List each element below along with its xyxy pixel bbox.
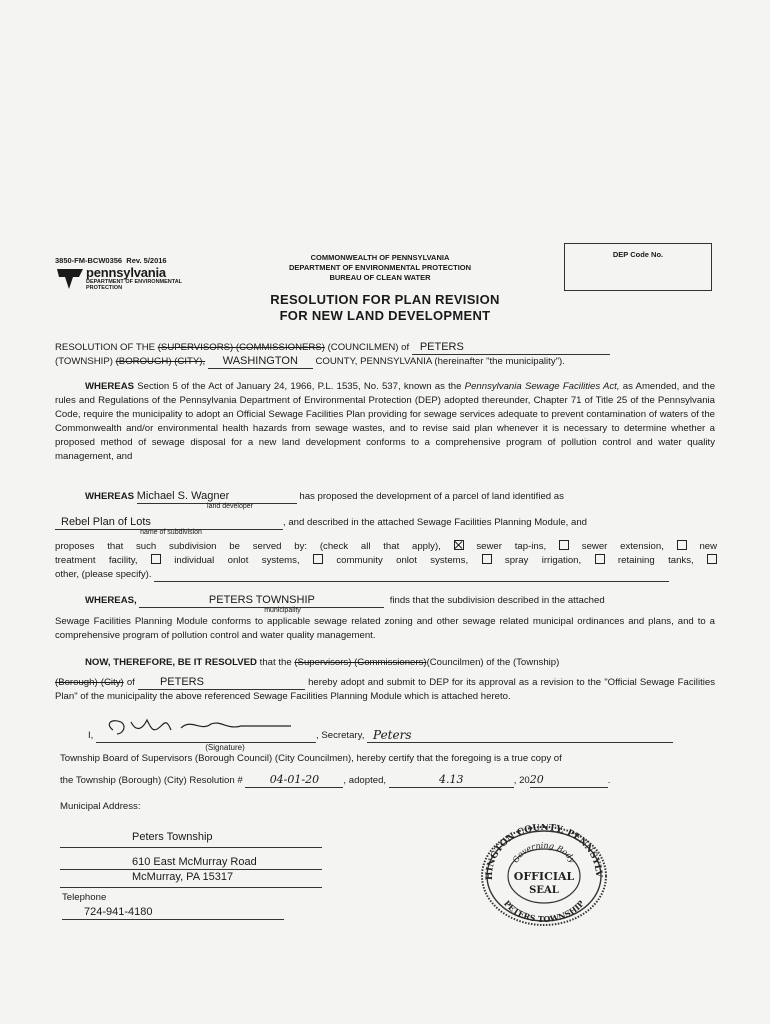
spray-irrigation-checkbox[interactable] <box>482 554 492 564</box>
new-treatment-checkbox[interactable] <box>677 540 687 550</box>
signature-caption: (Signature) <box>205 743 245 752</box>
dep-code-label: DEP Code No. <box>612 250 664 259</box>
address-street[interactable]: 610 East McMurray Road <box>60 856 322 870</box>
individual-onlot-checkbox[interactable] <box>151 554 161 564</box>
keystone-icon <box>55 267 85 291</box>
signature-field[interactable] <box>96 726 316 743</box>
subdivision-caption: name of subdivision <box>140 529 202 536</box>
municipality-caption: municipality <box>264 607 301 614</box>
county-field[interactable]: WASHINGTON <box>208 354 313 369</box>
resolution-number-field[interactable]: 04-01-20 <box>245 773 343 788</box>
whereas-3-paragraph: Sewage Facilities Planning Module conforms to applicable sewage related zoning and other sewage related municipal ordinances and plans, and to a comprehensive program of pollution control and water quality management. <box>55 616 715 641</box>
whereas-2-line-1: WHEREAS Michael S. Wagner has proposed the development of a parcel of land identified as <box>85 490 564 502</box>
page-title: RESOLUTION FOR PLAN REVISION FOR NEW LAND DEVELOPMENT <box>270 292 500 323</box>
intro-line-1: RESOLUTION OF THE (SUPERVISORS) (COMMISSIONERS) (COUNCILMEN) of PETERS <box>55 340 715 355</box>
year-field[interactable]: 20 <box>530 773 608 788</box>
municipality-field-3[interactable]: PETERS <box>138 675 305 690</box>
seal-outer-text: HINGTON COUNTY, PENNSYLV <box>484 824 604 881</box>
developer-caption: land developer <box>207 503 253 510</box>
seal-seal-text: SEAL <box>529 885 559 896</box>
municipality-field[interactable]: PETERS <box>412 340 610 355</box>
municipal-address-block <box>60 828 322 888</box>
agency-header: COMMONWEALTH OF PENNSYLVANIA DEPARTMENT OF ENVIRONMENTAL PROTECTION BUREAU OF CLEAN WATER <box>288 253 472 282</box>
pa-logo <box>55 266 205 292</box>
certify-line: I, , Secretary, Peters <box>88 726 718 743</box>
logo-wordmark: pennsylvania <box>86 265 166 280</box>
municipality-field-2[interactable]: PETERS TOWNSHIP <box>139 593 384 608</box>
seal-governing-text: Governing Body <box>511 840 578 865</box>
sewer-extension-checkbox[interactable] <box>559 540 569 550</box>
secretary-field[interactable]: Peters <box>367 728 673 743</box>
community-onlot-checkbox[interactable] <box>313 554 323 564</box>
certify-paragraph: Township Board of Supervisors (Borough Council) (City Councilmen), hereby certify that the foregoing is a true copy of <box>60 753 562 764</box>
intro-line-2: (TOWNSHIP) (BOROUGH) (CITY), WASHINGTON COUNTY, PENNSYLVANIA (hereinafter "the municipality"). <box>55 355 565 367</box>
service-options-line-1: proposes that such subdivision be served by: (check all that apply), sewer tap-ins, sewer extension, new <box>55 541 718 552</box>
telephone-line: Telephone 724-941-4180 <box>62 891 324 920</box>
telephone-field[interactable]: 724-941-4180 <box>62 905 284 920</box>
seal-graphic <box>478 824 610 928</box>
resolved-line-1: NOW, THEREFORE, BE IT RESOLVED that the (Supervisors) (Commissioners)(Councilmen) of the (Township) <box>85 657 560 668</box>
form-code: 3850-FM-BCW0356 Rev. 5/2016 <box>55 256 167 265</box>
other-specify-field[interactable] <box>154 581 669 582</box>
service-options-line-3: other, (please specify). <box>55 568 715 582</box>
sewer-tapins-checkbox[interactable] <box>454 540 464 550</box>
whereas-3-line-1: WHEREAS, PETERS TOWNSHIP finds that the subdivision described in the attached <box>85 594 605 606</box>
service-options-line-2: treatment facility, individual onlot systems, community onlot systems, spray irrigation, retaining tanks, <box>55 554 717 568</box>
svg-text:Governing Body <box>511 841 577 865</box>
dep-code-box[interactable] <box>564 243 712 291</box>
svg-text:PETERS TOWNSHIP <box>502 898 586 924</box>
seal-official-text: OFFICIAL <box>513 870 575 883</box>
other-checkbox[interactable] <box>707 554 717 564</box>
handwritten-signature <box>101 716 301 740</box>
whereas-1-paragraph: WHEREAS Section 5 of the Act of January 24, 1966, P.L. 1535, No. 537, known as the Pennsylvania Sewage Facilities Act, as Amended, and the rules and Regulations of the Pennsylvania Department of Environmental Protection (DEP) adopted thereunder, Chapter 71 of Title 25 of the Pennsylvania Code, require the municipality to adopt an Official Sewage Facilities Plan providing for sewage services adequate to prevent contamination of waters of the Commonwealth and/or environmental health hazards from sewage wastes, and to revise said plan whenever it is necessary to determine whether a proposed method of sewage disposal for a new land development conforms to a comprehensive program of pollution control and water quality management, and <box>55 381 716 462</box>
logo-subtitle: DEPARTMENT OF ENVIRONMENTAL PROTECTION <box>86 279 183 291</box>
subdivision-field[interactable]: Rebel Plan of Lots <box>55 515 283 530</box>
resolution-number-line: the Township (Borough) (City) Resolution # 04-01-20 , adopted, 4.13 , 2020 . <box>60 773 611 786</box>
retaining-tanks-checkbox[interactable] <box>595 554 605 564</box>
address-city[interactable]: McMurray, PA 15317 <box>60 870 322 888</box>
adopted-date-field[interactable]: 4.13 <box>389 773 514 788</box>
seal-township-text: PETERS TOWNSHIP <box>502 898 586 925</box>
developer-field[interactable]: Michael S. Wagner <box>137 489 297 504</box>
municipal-address-label: Municipal Address: <box>60 801 141 812</box>
whereas-2-line-2: Rebel Plan of Lots , and described in the attached Sewage Facilities Planning Module, and <box>55 515 715 530</box>
resolved-paragraph: (Borough) (City) of PETERS hereby adopt and submit to DEP for its approval as a revision to the "Official Sewage Facilities Plan" of the municipality the above referenced Sewage Facilities Planning Module which is attached hereto. <box>55 676 716 702</box>
address-name[interactable]: Peters Township <box>60 828 322 848</box>
official-seal <box>478 824 610 928</box>
